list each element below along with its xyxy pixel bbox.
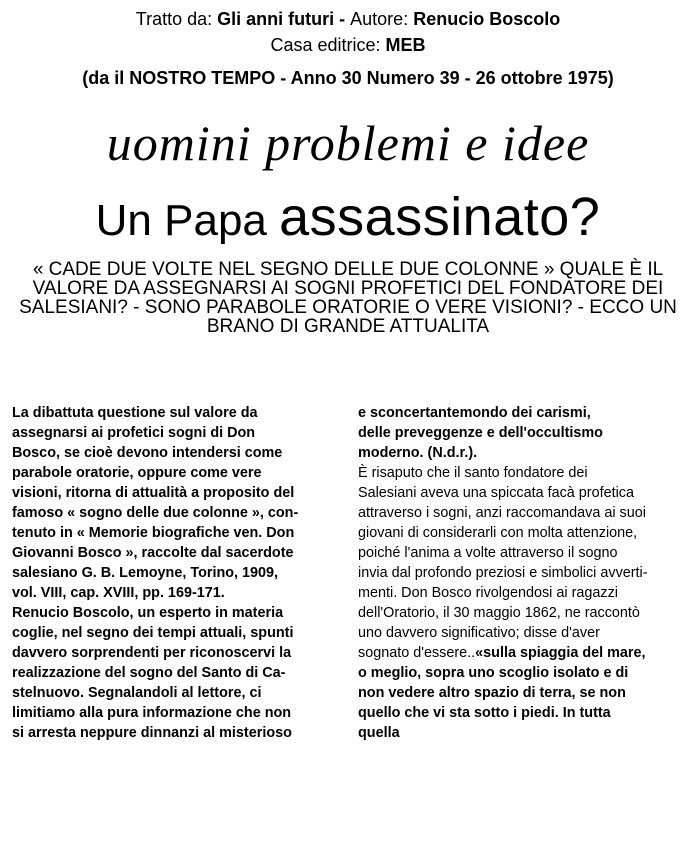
text-line: moderno. (N.d.r.). bbox=[358, 445, 478, 461]
text-line: Bosco, se cioè devono intendersi come bbox=[12, 445, 283, 461]
text-line: delle preveggenze e dell'occultismo bbox=[358, 425, 603, 441]
text-line: e sconcertantemondo dei carismi, bbox=[358, 405, 591, 421]
from-label: Tratto da: bbox=[135, 9, 218, 29]
author-name: Renucio Boscolo bbox=[413, 9, 561, 29]
article-column-right bbox=[358, 403, 688, 743]
subheadline: « CADE DUE VOLTE NEL SEGNO DELLE DUE COLONNE » QUALE È IL VALORE DA ASSEGNARSI AI SOGNI PROFETICI DEL FONDATORE DEI SALESIANI? - SONO PARABOLE ORATORIE O VERE VISIONI? - ECCO UN BRANO DI GRANDE ATTUALITA bbox=[19, 259, 677, 337]
text-line: menti. Don Bosco rivolgendosi ai ragazzi bbox=[358, 585, 618, 601]
text-line: Giovanni Bosco », raccolte dal sacerdote bbox=[12, 545, 294, 561]
text-line: vol. VIII, cap. XVIII, pp. 169-171. bbox=[12, 585, 225, 601]
text-line: non vedere altro spazio di terra, se non bbox=[358, 685, 626, 701]
text-line: stelnuovo. Segnalandoli al lettore, ci bbox=[12, 685, 262, 701]
credits-line-1 bbox=[0, 8, 696, 30]
headline bbox=[0, 184, 696, 264]
right-mixed-line bbox=[358, 643, 688, 663]
source-citation: (da il NOSTRO TEMPO - Anno 30 Numero 39 - 26 ottobre 1975) bbox=[82, 68, 614, 88]
credits-separator: - bbox=[334, 9, 351, 29]
section-title: uomini problemi e idee bbox=[106, 115, 590, 171]
text-line: limitiamo alla pura informazione che non bbox=[12, 705, 292, 721]
article-column-left bbox=[12, 403, 334, 743]
book-title: Gli anni futuri bbox=[217, 9, 335, 29]
text-line: tenuto in « Memorie biografiche ven. Don bbox=[12, 525, 295, 541]
text-line: dell'Oratorio, il 30 maggio 1862, ne raccontò bbox=[358, 605, 640, 621]
text-line: poiché l'anima a volte attraverso il sogno bbox=[358, 545, 618, 561]
text-line: famoso « sogno delle due colonne », con- bbox=[12, 505, 299, 521]
text-line: Renucio Boscolo, un esperto in materia bbox=[12, 605, 284, 621]
text-line: quello che vi sta sotto i piedi. In tutta bbox=[358, 705, 611, 721]
text-line: parabole oratorie, oppure come vere bbox=[12, 465, 262, 481]
text-line: invia dal profondo preziosi e simbolici avverti- bbox=[358, 565, 648, 581]
mixed-bold-text: «sulla spiaggia del mare, bbox=[475, 645, 646, 661]
text-line: salesiano G. B. Lemoyne, Torino, 1909, bbox=[12, 565, 279, 581]
mixed-normal-text: sognato d'essere.. bbox=[358, 645, 476, 661]
text-line: La dibattuta questione sul valore da bbox=[12, 405, 258, 421]
publisher-name: MEB bbox=[385, 35, 426, 55]
text-line: attraverso i sogni, anzi raccomandava ai suoi bbox=[358, 505, 646, 521]
text-line: Salesiani aveva una spiccata facà profetica bbox=[358, 485, 634, 501]
text-line: uno davvero significativo; disse d'aver bbox=[358, 625, 600, 641]
credits-line-2 bbox=[0, 34, 696, 56]
text-line: realizzazione del sogno del Santo di Ca- bbox=[12, 665, 286, 681]
text-line: quella bbox=[358, 725, 400, 741]
text-line: si arresta neppure dinnanzi al misterioso bbox=[12, 725, 292, 741]
text-line: È risaputo che il santo fondatore dei bbox=[358, 465, 588, 481]
author-label: Autore: bbox=[350, 9, 414, 29]
right-body-text bbox=[358, 463, 688, 643]
text-line: giovani di considerarli con molta attenzione, bbox=[358, 525, 638, 541]
text-line: visioni, ritorna di attualità a proposito del bbox=[12, 485, 295, 501]
headline-part-1: Un Papa bbox=[95, 196, 280, 245]
text-line: davvero sorprendenti per riconoscervi la bbox=[12, 645, 292, 661]
right-bold-intro bbox=[358, 403, 688, 463]
text-line: coglie, nel segno dei tempi attuali, spunti bbox=[12, 625, 294, 641]
publisher-label: Casa editrice: bbox=[270, 35, 386, 55]
text-line: o meglio, sopra uno scoglio isolato e di bbox=[358, 665, 629, 681]
text-line: assegnarsi ai profetici sogni di Don bbox=[12, 425, 256, 441]
right-bold-quote bbox=[358, 663, 688, 743]
headline-part-2: assassinato? bbox=[279, 187, 601, 247]
